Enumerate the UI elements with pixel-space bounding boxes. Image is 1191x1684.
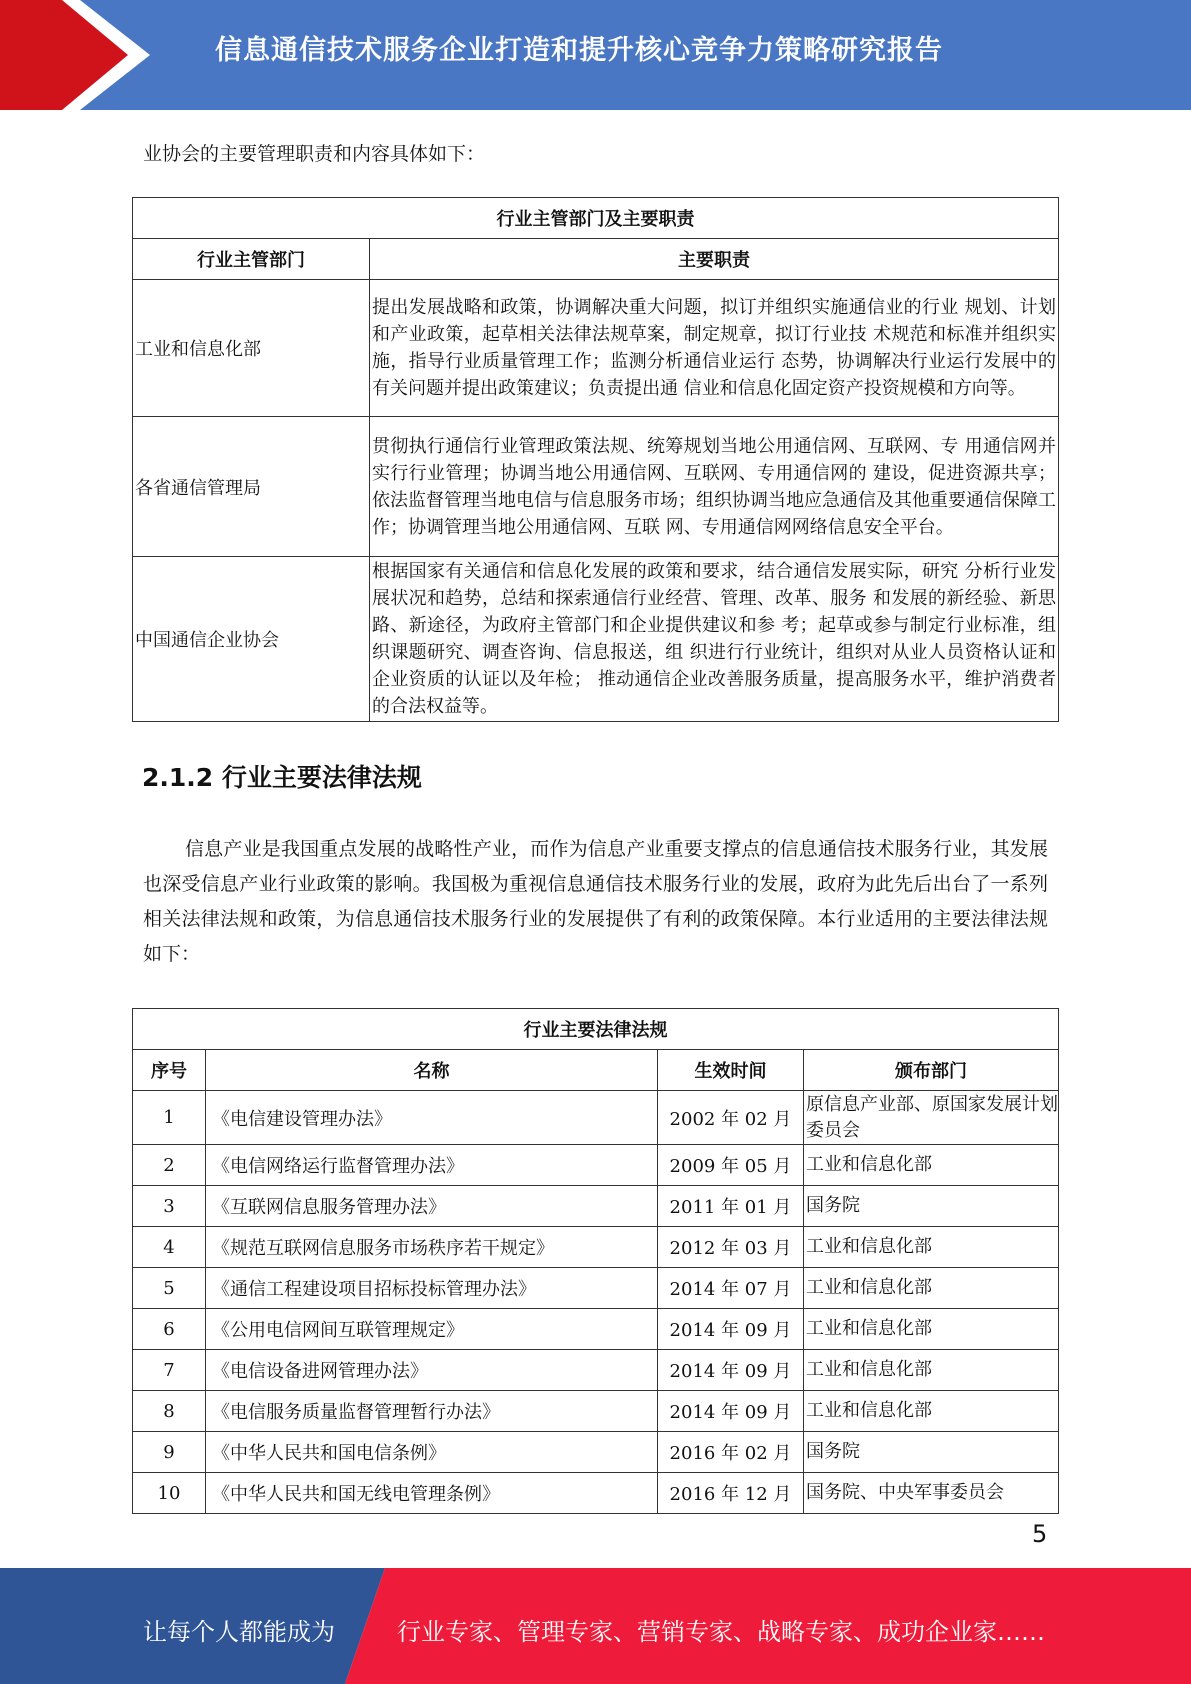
laws-header-name: 名称 (206, 1050, 658, 1091)
table-row (133, 1432, 1059, 1473)
law-date: 2016 年 12 月 (658, 1473, 804, 1514)
law-no: 8 (133, 1391, 206, 1432)
dept-cell: 工业和信息化部 (133, 280, 370, 417)
laws-header-date: 生效时间 (658, 1050, 804, 1091)
table-row (133, 1473, 1059, 1514)
law-no: 10 (133, 1473, 206, 1514)
law-name: 《通信工程建设项目招标投标管理办法》 (206, 1268, 658, 1309)
laws-table-caption: 行业主要法律法规 (133, 1009, 1059, 1050)
law-no: 1 (133, 1091, 206, 1145)
law-date: 2002 年 02 月 (658, 1091, 804, 1145)
section-heading: 2.1.2 行业主要法律法规 (142, 763, 422, 792)
duty-cell: 提出发展战略和政策，协调解决重大问题，拟订并组织实施通信业的行业 规划、计划和产业政策，起草相关法律法规草案，制定规章，拟订行业技 术规范和标准并组织实施，指导行业质量管理工作；监测分析通信业运行 态势，协调解决行业运行发展中的有关问题并提出政策建议；负责提出通 信业和信息化固定资产投资规模和方向等。 (370, 280, 1059, 417)
law-no: 6 (133, 1309, 206, 1350)
table-row (133, 1227, 1059, 1268)
table-row (133, 280, 1059, 417)
duty-cell: 根据国家有关通信和信息化发展的政策和要求，结合通信发展实际，研究 分析行业发展状况和趋势，总结和探索通信行业经营、管理、改革、服务 和发展的新经验、新思路、新途径，为政府主管部门和企业提供建议和参 考；起草或参与制定行业标准，组织课题研究、调查咨询、信息报送，组 织进行行业统计，组织对从业人员资格认证和企业资质的认证以及年检； 推动通信企业改善服务质量，提高服务水平，维护消费者的合法权益等。 (370, 557, 1059, 722)
footer-slogan-right: 行业专家、管理专家、营销专家、战略专家、成功企业家…… (397, 1618, 1045, 1646)
law-agency: 国务院 (804, 1432, 1059, 1473)
law-name: 《电信服务质量监督管理暂行办法》 (206, 1391, 658, 1432)
duties-table-caption: 行业主管部门及主要职责 (133, 198, 1059, 239)
table-row (133, 1309, 1059, 1350)
duties-header-dept: 行业主管部门 (133, 239, 370, 280)
law-name: 《规范互联网信息服务市场秩序若干规定》 (206, 1227, 658, 1268)
page-number: 5 (1032, 1520, 1048, 1548)
law-agency: 国务院 (804, 1186, 1059, 1227)
footer-slogan-left: 让每个人都能成为 (143, 1618, 335, 1646)
law-agency: 工业和信息化部 (804, 1309, 1059, 1350)
law-name: 《中华人民共和国无线电管理条例》 (206, 1473, 658, 1514)
law-agency: 工业和信息化部 (804, 1145, 1059, 1186)
laws-header-agency: 颁布部门 (804, 1050, 1059, 1091)
table-row (133, 1391, 1059, 1432)
law-agency: 国务院、中央军事委员会 (804, 1473, 1059, 1514)
duties-header-duty: 主要职责 (370, 239, 1059, 280)
dept-cell: 各省通信管理局 (133, 417, 370, 557)
law-date: 2016 年 02 月 (658, 1432, 804, 1473)
law-name: 《电信设备进网管理办法》 (206, 1350, 658, 1391)
intro-text: 业协会的主要管理职责和内容具体如下： (143, 143, 486, 165)
laws-header-no: 序号 (133, 1050, 206, 1091)
law-date: 2014 年 09 月 (658, 1391, 804, 1432)
law-date: 2011 年 01 月 (658, 1186, 804, 1227)
law-no: 7 (133, 1350, 206, 1391)
table-row (133, 557, 1059, 722)
law-name: 《中华人民共和国电信条例》 (206, 1432, 658, 1473)
report-title: 信息通信技术服务企业打造和提升核心竞争力策略研究报告 (215, 35, 943, 66)
law-name: 《电信建设管理办法》 (206, 1091, 658, 1145)
law-no: 9 (133, 1432, 206, 1473)
table-row (133, 1268, 1059, 1309)
law-agency: 工业和信息化部 (804, 1350, 1059, 1391)
page-header (0, 0, 1191, 110)
table-row (133, 1091, 1059, 1145)
law-date: 2009 年 05 月 (658, 1145, 804, 1186)
duties-table (132, 197, 1059, 722)
law-agency: 工业和信息化部 (804, 1268, 1059, 1309)
law-date: 2012 年 03 月 (658, 1227, 804, 1268)
page-footer (0, 1568, 1191, 1684)
table-row (133, 1145, 1059, 1186)
law-name: 《电信网络运行监督管理办法》 (206, 1145, 658, 1186)
law-date: 2014 年 09 月 (658, 1309, 804, 1350)
table-row (133, 417, 1059, 557)
law-date: 2014 年 09 月 (658, 1350, 804, 1391)
duty-cell: 贯彻执行通信行业管理政策法规、统筹规划当地公用通信网、互联网、专 用通信网并实行行业管理；协调当地公用通信网、互联网、专用通信网的 建设，促进资源共享；依法监督管理当地电信与信息服务市场；组织协调当地应急通信及其他重要通信保障工作；协调管理当地公用通信网、互联 网、专用通信网网络信息安全平台。 (370, 417, 1059, 557)
law-no: 2 (133, 1145, 206, 1186)
law-agency: 工业和信息化部 (804, 1227, 1059, 1268)
law-name: 《公用电信网间互联管理规定》 (206, 1309, 658, 1350)
law-date: 2014 年 07 月 (658, 1268, 804, 1309)
law-no: 3 (133, 1186, 206, 1227)
dept-cell: 中国通信企业协会 (133, 557, 370, 722)
law-no: 5 (133, 1268, 206, 1309)
table-row (133, 1186, 1059, 1227)
laws-table (132, 1008, 1059, 1514)
law-agency: 工业和信息化部 (804, 1391, 1059, 1432)
table-row (133, 1350, 1059, 1391)
law-name: 《互联网信息服务管理办法》 (206, 1186, 658, 1227)
law-agency: 原信息产业部、原国家发展计划委员会 (804, 1091, 1059, 1145)
chevron-logo-icon (0, 0, 160, 110)
body-paragraph: 信息产业是我国重点发展的战略性产业，而作为信息产业重要支撑点的信息通信技术服务行业，其发展也深受信息产业行业政策的影响。我国极为重视信息通信技术服务行业的发展，政府为此先后出台了一系列相关法律法规和政策，为信息通信技术服务行业的发展提供了有利的政策保障。本行业适用的主要法律法规如下： (143, 838, 1048, 965)
law-no: 4 (133, 1227, 206, 1268)
